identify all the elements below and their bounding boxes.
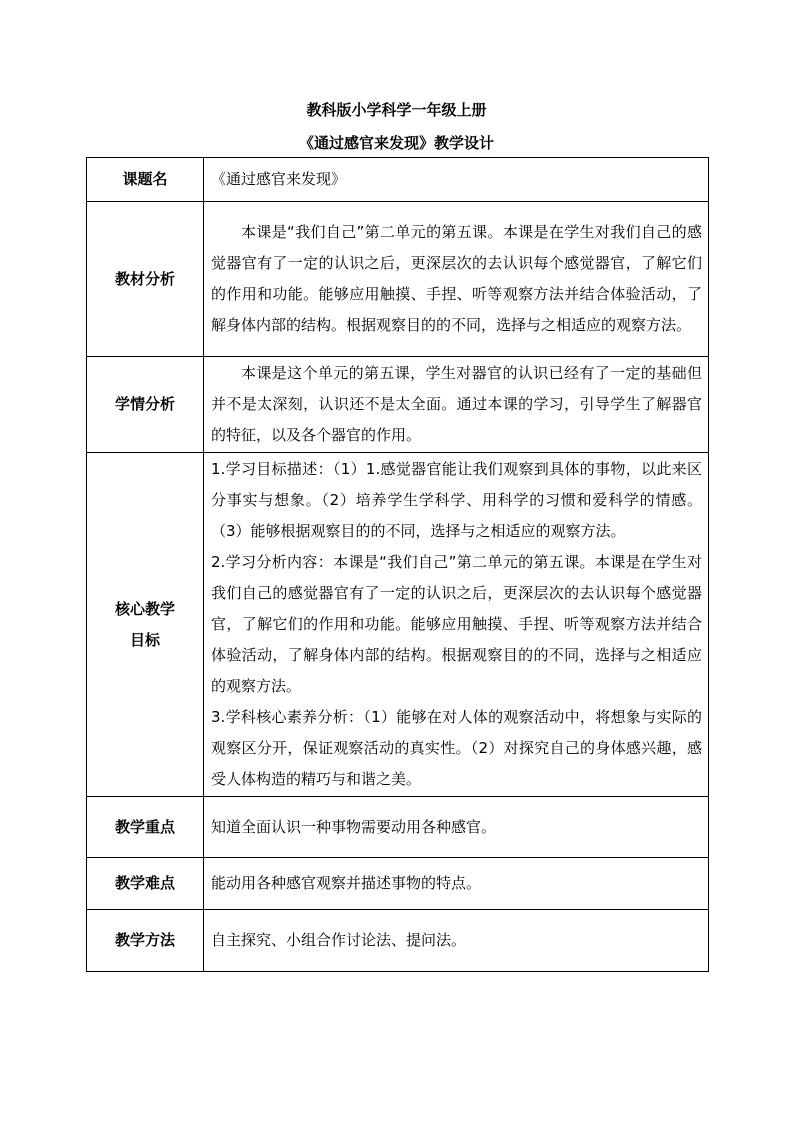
content-student-analysis bbox=[204, 357, 709, 453]
label-topic: 课题名 bbox=[87, 158, 204, 202]
label-core-objectives bbox=[87, 453, 204, 797]
row-topic bbox=[87, 158, 709, 202]
content-topic bbox=[204, 158, 709, 202]
label-student-analysis: 学情分析 bbox=[87, 357, 204, 453]
label-core-objectives-line1: 核心教学 bbox=[114, 599, 175, 618]
row-student-analysis bbox=[87, 357, 709, 453]
row-textbook-analysis bbox=[87, 202, 709, 357]
label-textbook-analysis: 教材分析 bbox=[87, 202, 204, 357]
row-key-points bbox=[87, 797, 709, 858]
objective-item-1: 1.学习目标描述：（1）1.感觉器官能让我们观察到具体的事物，以此来区分事实与想象。（2）培养学生学科学、用科学的习惯和爱科学的情感。（3）能够根据观察目的的不同，选择与之相适应的观察方法。 bbox=[211, 460, 702, 540]
lesson-plan-table bbox=[86, 157, 709, 972]
content-textbook-analysis bbox=[204, 202, 709, 357]
content-core-objectives bbox=[204, 453, 709, 797]
student-analysis-text: 本课是这个单元的第五课，学生对器官的认识已经有了一定的基础但并不是太深刻，认识还不是太全面。通过本课的学习，引导学生了解器官的特征，以及各个器官的作用。 bbox=[211, 364, 702, 444]
content-methods bbox=[204, 910, 709, 972]
methods-text: 自主探究、小组合作讨论法、提问法。 bbox=[211, 931, 467, 949]
key-points-text: 知道全面认识一种事物需要动用各种感官。 bbox=[211, 817, 497, 836]
content-difficulties bbox=[204, 858, 709, 910]
label-difficulties: 教学难点 bbox=[87, 858, 204, 910]
label-key-points: 教学重点 bbox=[87, 797, 204, 858]
row-difficulties bbox=[87, 858, 709, 910]
content-key-points bbox=[204, 797, 709, 858]
objective-item-2: 2.学习分析内容：本课是“我们自己”第二单元的第五课。本课是在学生对我们自己的感觉器官有了一定的认识之后，更深层次的去认识每个感觉器官，了解它们的作用和功能。能够应用触摸、手捏、听等观察方法并结合体验活动，了解身体内部的结构。根据观察目的的不同，选择与之相适应的观察方法。 bbox=[211, 553, 702, 695]
document-subtitle: 《通过感官来发现》教学设计 bbox=[298, 134, 494, 152]
difficulties-text: 能动用各种感官观察并描述事物的特点。 bbox=[211, 874, 482, 892]
row-core-objectives bbox=[87, 453, 709, 797]
label-methods: 教学方法 bbox=[87, 910, 204, 972]
document-title: 教科版小学科学一年级上册 bbox=[306, 101, 487, 119]
textbook-analysis-text: 本课是“我们自己”第二单元的第五课。本课是在学生对我们自己的感觉器官有了一定的认识之后，更深层次的去认识每个感觉器官，了解它们的作用和功能。能够应用触摸、手捏、听等观察方法并结合体验活动，了解身体内部的结构。根据观察目的的不同，选择与之相适应的观察方法。 bbox=[211, 223, 702, 334]
label-core-objectives-line2: 目标 bbox=[129, 630, 160, 649]
topic-text: 《通过感官来发现》 bbox=[211, 170, 347, 188]
objective-item-3: 3.学科核心素养分析：（1）能够在对人体的观察活动中，将想象与实际的观察区分开，保证观察活动的真实性。（2）对探究自己的身体感兴趣，感受人体构造的精巧与和谐之美。 bbox=[211, 708, 702, 788]
row-methods bbox=[87, 910, 709, 972]
